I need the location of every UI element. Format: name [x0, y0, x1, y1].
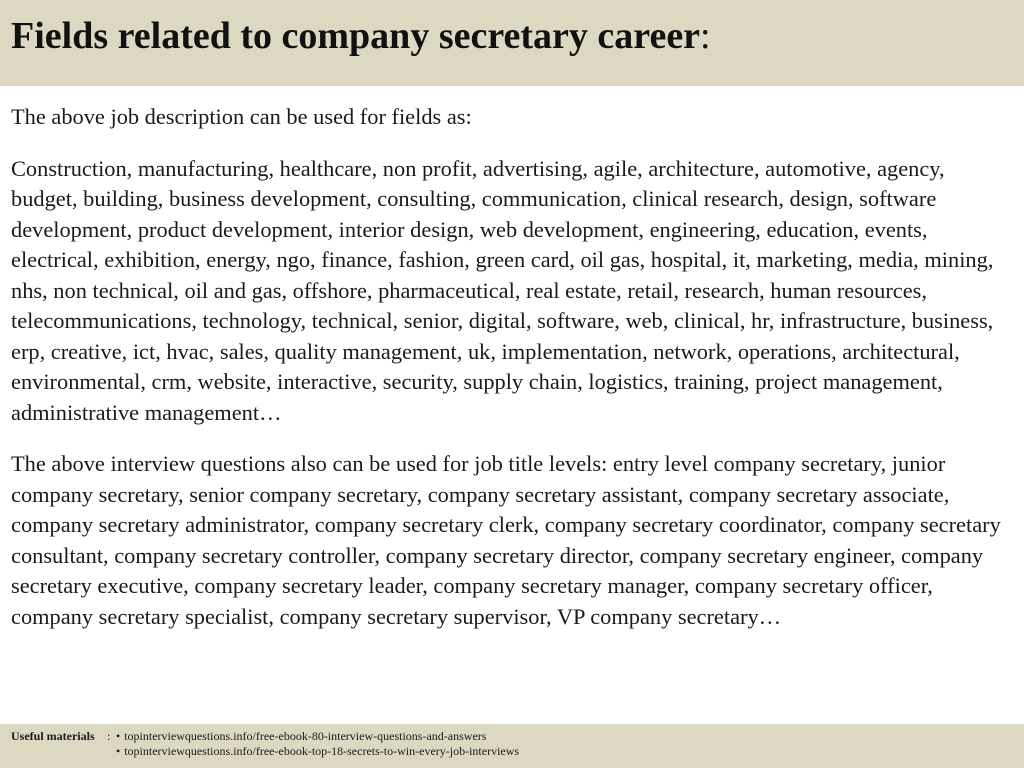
bullet-icon: •	[116, 744, 121, 758]
useful-materials-separator: :	[107, 729, 111, 743]
slide-title-colon: :	[700, 15, 711, 57]
footer-link-ebook-80[interactable]	[116, 729, 519, 744]
footer-bar	[0, 724, 1024, 768]
title-bar	[0, 0, 1024, 86]
intro-paragraph: The above job description can be used for fields as:	[11, 104, 472, 129]
slide-content	[11, 102, 1015, 632]
useful-materials-list	[116, 729, 519, 759]
slide-title-text: Fields related to company secretary career	[11, 15, 701, 57]
useful-materials-label: Useful materials	[11, 729, 95, 743]
bullet-icon: •	[116, 729, 121, 743]
footer-link-text: topinterviewquestions.info/free-ebook-top-18-secrets-to-win-every-job-interviews	[124, 744, 520, 758]
footer-link-ebook-18-secrets[interactable]	[116, 744, 519, 759]
footer-link-text: topinterviewquestions.info/free-ebook-80-interview-questions-and-answers	[124, 729, 487, 743]
slide-title	[11, 14, 711, 58]
fields-paragraph: Construction, manufacturing, healthcare, non profit, advertising, agile, architecture, automotive, agency, budget, building, business development, consulting, communication, clinical research, design, software development, product development, interior design, web development, engineering, education, events, electrical, exhibition, energy, ngo, finance, fashion, green card, oil gas, hospital, it, marketing, media, mining, nhs, non technical, oil and gas, offshore, pharmaceutical, real estate, retail, research, human resources, telecommunications, technology, technical, senior, digital, software, web, clinical, hr, infrastructure, business, erp, creative, ict, hvac, sales, quality management, uk, implementation, network, operations, architectural, environmental, crm, website, interactive, security, supply chain, logistics, training, project management, administrative management…	[11, 155, 994, 425]
job-levels-paragraph: The above interview questions also can be used for job title levels: entry level company secretary, junior company secretary, senior company secretary, company secretary assistant, company secretary associate, company secretary administrator, company secretary clerk, company secretary coordinator, company secretary consultant, company secretary controller, company secretary director, company secretary engineer, company secretary executive, company secretary leader, company secretary manager, company secretary officer, company secretary specialist, company secretary supervisor, VP company secretary…	[11, 451, 1001, 629]
